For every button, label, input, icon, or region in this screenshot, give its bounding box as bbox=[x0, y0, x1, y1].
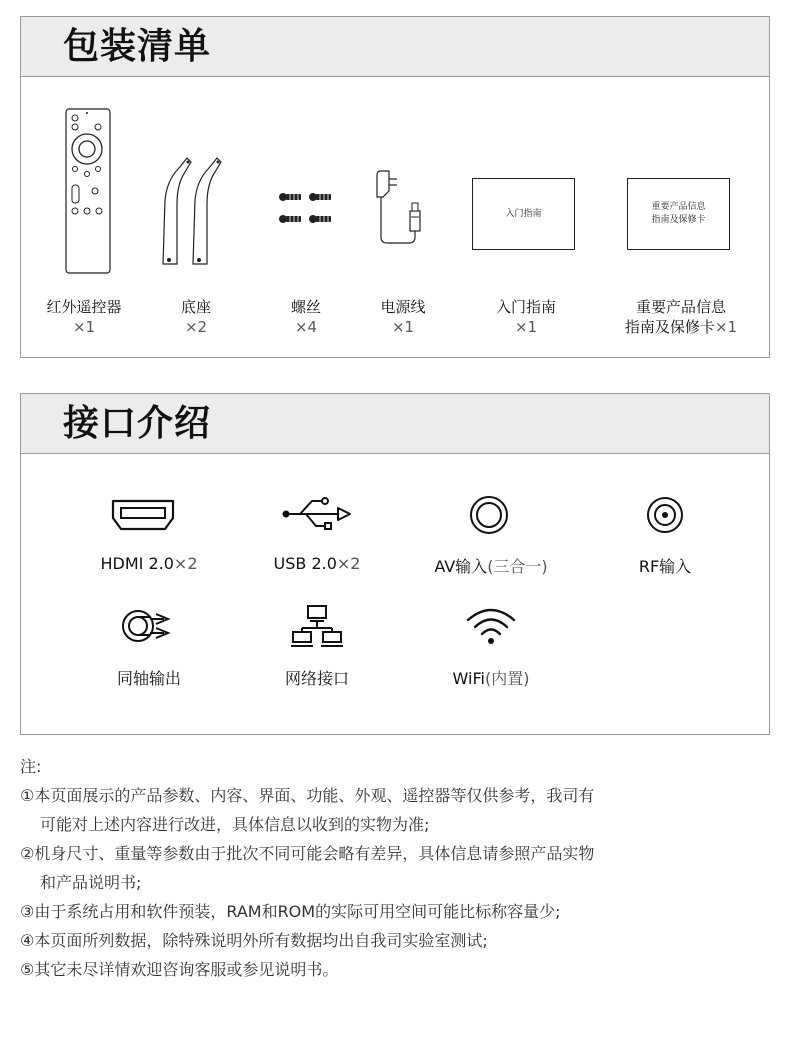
rf-icon bbox=[645, 495, 685, 535]
quick-guide-illustration bbox=[472, 178, 575, 250]
interface-rf-label bbox=[639, 554, 691, 577]
remote-control-illustration bbox=[63, 107, 113, 275]
notes-section bbox=[20, 752, 770, 984]
interfaces-title: 接口介绍 bbox=[63, 403, 212, 444]
note-line: ④本页面所列数据，除特殊说明外所有数据均出自我司实验室测试; bbox=[20, 931, 488, 950]
package-list-title: 包装清单 bbox=[63, 26, 212, 67]
warranty-cover-line1: 重要产品信息 bbox=[651, 202, 706, 212]
wifi-icon bbox=[464, 604, 518, 648]
package-list-header bbox=[21, 17, 769, 77]
item-qty: ×4 bbox=[294, 318, 318, 336]
note-line: 可能对上述内容进行改进，具体信息以收到的实物为准; bbox=[40, 815, 430, 834]
interfaces-header bbox=[21, 394, 769, 454]
interface-network-label bbox=[285, 666, 349, 689]
item-qty: ×2 bbox=[184, 318, 208, 336]
item-qty: ×1 bbox=[514, 318, 538, 336]
interface-name: RF输入 bbox=[638, 557, 692, 576]
power-cord-illustration bbox=[369, 167, 435, 253]
interface-extra: (三合一) bbox=[487, 557, 548, 576]
interface-name: 同轴输出 bbox=[116, 669, 182, 688]
item-name: 入门指南 bbox=[495, 298, 556, 316]
note-line: ②机身尺寸、重量等参数由于批次不同可能会略有差异，具体信息请参照产品实物 bbox=[20, 844, 595, 863]
interface-name: 网络接口 bbox=[284, 669, 350, 688]
package-item-screws bbox=[261, 297, 351, 337]
interface-name: HDMI 2.0 bbox=[100, 554, 174, 573]
note-line: 和产品说明书; bbox=[40, 873, 142, 892]
stand-illustration bbox=[157, 152, 247, 272]
screws-illustration bbox=[277, 187, 341, 227]
item-name: 螺丝 bbox=[290, 298, 321, 316]
note-line: ③由于系统占用和软件预装，RAM和ROM的实际可用空间可能比标称容量少; bbox=[20, 902, 561, 921]
item-qty: ×1 bbox=[391, 318, 415, 336]
warranty-card-illustration bbox=[627, 178, 730, 250]
warranty-cover-line2: 指南及保修卡 bbox=[651, 215, 706, 225]
item-name: 红外遥控器 bbox=[46, 298, 122, 316]
interface-extra: (内置) bbox=[484, 669, 530, 688]
package-item-warranty bbox=[609, 297, 753, 337]
coaxial-icon bbox=[120, 606, 182, 646]
interface-name: AV输入 bbox=[434, 557, 488, 576]
item-qty: ×1 bbox=[72, 318, 96, 336]
interface-usb-label bbox=[274, 554, 361, 573]
usb-icon bbox=[280, 496, 354, 532]
hdmi-icon bbox=[111, 498, 175, 532]
item-name-line1: 重要产品信息 bbox=[635, 298, 726, 316]
interface-qty: ×2 bbox=[173, 554, 198, 573]
interface-hdmi-label bbox=[101, 554, 198, 573]
item-name-line2: 指南及保修卡 bbox=[624, 318, 715, 336]
package-item-power-cord bbox=[358, 297, 448, 337]
interface-name: WiFi bbox=[452, 669, 485, 688]
note-line: ⑤其它未尽详情欢迎咨询客服或参见说明书。 bbox=[20, 960, 339, 979]
notes-heading: 注: bbox=[20, 757, 42, 776]
package-list-panel bbox=[20, 16, 770, 358]
note-line: ①本页面展示的产品参数、内容、界面、功能、外观、遥控器等仅供参考，我司有 bbox=[20, 786, 595, 805]
av-icon bbox=[468, 494, 510, 536]
interface-name: USB 2.0 bbox=[273, 554, 337, 573]
package-item-stand bbox=[151, 297, 241, 337]
network-icon bbox=[290, 604, 344, 648]
interface-wifi-label bbox=[453, 666, 530, 689]
interface-coaxial-label bbox=[117, 666, 181, 689]
interfaces-panel bbox=[20, 393, 770, 735]
item-name: 电源线 bbox=[380, 298, 426, 316]
package-item-remote bbox=[28, 297, 140, 337]
quick-guide-cover-text: 入门指南 bbox=[505, 208, 542, 219]
item-name: 底座 bbox=[180, 298, 211, 316]
interface-qty: ×2 bbox=[336, 554, 361, 573]
item-qty: ×1 bbox=[714, 318, 738, 336]
package-item-quick-guide bbox=[476, 297, 576, 337]
interface-av-label bbox=[434, 554, 547, 577]
